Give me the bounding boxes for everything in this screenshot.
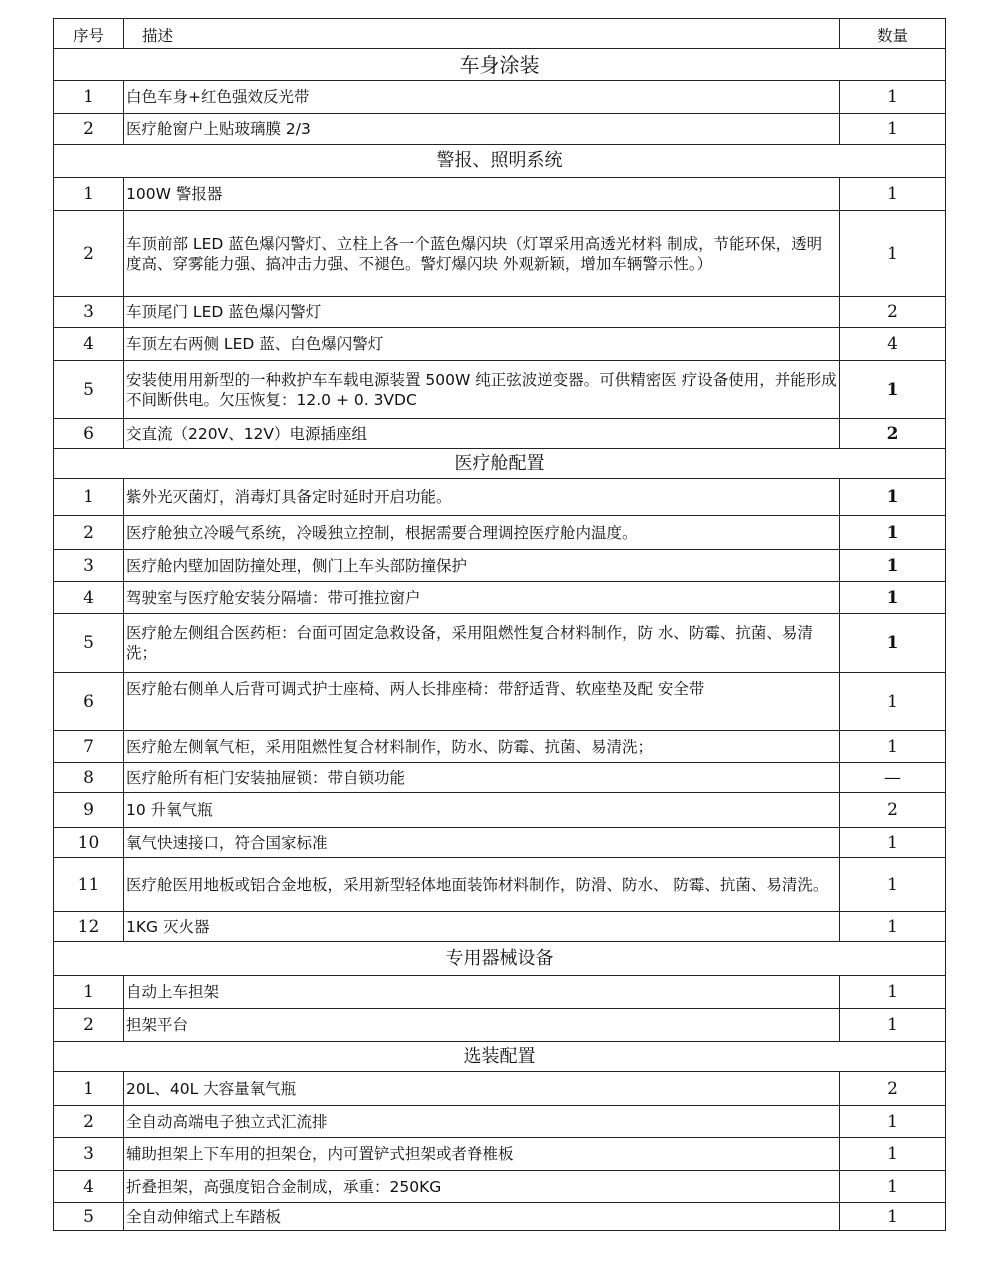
item-description: 辅助担架上下车用的担架仓，内可置铲式担架或者脊椎板 [124,1138,840,1171]
item-number: 2 [54,1009,124,1042]
item-quantity: 1 [840,479,946,516]
header-no: 序号 [54,19,124,49]
item-number: 5 [54,614,124,673]
item-quantity: 1 [840,731,946,763]
item-quantity: 1 [840,211,946,297]
table-row [54,178,946,211]
item-description: 紫外光灭菌灯，消毒灯具备定时延时开启功能。 [124,479,840,516]
section-row [54,145,946,178]
item-number: 2 [54,1106,124,1138]
item-quantity: 2 [840,297,946,328]
item-quantity: 1 [840,81,946,114]
item-number: 5 [54,361,124,419]
item-description: 折叠担架，高强度铝合金制成，承重：250KG [124,1171,840,1203]
item-number: 10 [54,828,124,858]
section-title: 选装配置 [54,1042,946,1072]
item-quantity: 1 [840,114,946,145]
table-row [54,328,946,361]
item-description: 医疗舱右侧单人后背可调式护士座椅、两人长排座椅：带舒适背、软座垫及配 安全带 [124,673,840,731]
item-number: 3 [54,550,124,582]
section-title: 车身涂装 [54,49,946,81]
item-description: 车顶左右两侧 LED 蓝、白色爆闪警灯 [124,328,840,361]
item-quantity: 2 [840,1072,946,1106]
header-row [54,19,946,49]
item-description: 医疗舱左侧组合医药柜：台面可固定急救设备，采用阻燃性复合材料制作，防 水、防霉、抗菌、易清洗； [124,614,840,673]
section-row [54,49,946,81]
item-quantity: 1 [840,976,946,1009]
table-row [54,1171,946,1203]
header-description: 描述 [124,19,840,49]
item-quantity: 1 [840,361,946,419]
item-quantity: 1 [840,178,946,211]
item-description: 氧气快速接口，符合国家标准 [124,828,840,858]
item-number: 2 [54,516,124,550]
item-number: 4 [54,1171,124,1203]
item-quantity: 1 [840,516,946,550]
item-number: 3 [54,1138,124,1171]
item-number: 4 [54,328,124,361]
table-row [54,361,946,419]
table-row [54,1009,946,1042]
item-number: 2 [54,114,124,145]
item-description: 车顶前部 LED 蓝色爆闪警灯、立柱上各一个蓝色爆闪块（灯罩采用高透光材料 制成，节能环保，透明度高、穿雾能力强、搞冲击力强、不褪色。警灯爆闪块 外观新颖，增加车辆警示性。） [124,211,840,297]
item-description: 全自动伸缩式上车踏板 [124,1203,840,1231]
section-title: 医疗舱配置 [54,449,946,479]
table-row [54,1203,946,1231]
item-number: 1 [54,178,124,211]
item-quantity: 1 [840,1009,946,1042]
table-row [54,828,946,858]
item-number: 9 [54,793,124,828]
section-title: 专用器械设备 [54,942,946,976]
table-row [54,479,946,516]
item-quantity: 1 [840,1106,946,1138]
item-quantity: 2 [840,419,946,449]
section-row [54,942,946,976]
item-number: 11 [54,858,124,912]
item-description: 医疗舱左侧氧气柜，采用阻燃性复合材料制作，防水、防霉、抗菌、易清洗； [124,731,840,763]
table-row [54,912,946,942]
item-quantity: 1 [840,858,946,912]
table-row [54,419,946,449]
item-description: 10 升氧气瓶 [124,793,840,828]
item-quantity: 1 [840,582,946,614]
item-quantity: 1 [840,614,946,673]
config-table [53,18,946,1231]
section-title: 警报、照明系统 [54,145,946,178]
table-row [54,550,946,582]
table-row [54,1072,946,1106]
item-description: 驾驶室与医疗舱安装分隔墙：带可推拉窗户 [124,582,840,614]
item-quantity: 1 [840,673,946,731]
item-description: 医疗舱所有柜门安装抽屉锁：带自锁功能 [124,763,840,793]
item-quantity: 1 [840,550,946,582]
item-number: 3 [54,297,124,328]
item-description: 车顶尾门 LED 蓝色爆闪警灯 [124,297,840,328]
table-row [54,81,946,114]
item-quantity: — [840,763,946,793]
table-row [54,793,946,828]
item-description: 医疗舱医用地板或铝合金地板，采用新型轻体地面装饰材料制作，防滑、防水、 防霉、抗菌、易清洗。 [124,858,840,912]
item-number: 6 [54,419,124,449]
item-description: 医疗舱内壁加固防撞处理，侧门上车头部防撞保护 [124,550,840,582]
item-description: 白色车身+红色强效反光带 [124,81,840,114]
section-row [54,1042,946,1072]
item-description: 全自动高端电子独立式汇流排 [124,1106,840,1138]
item-number: 6 [54,673,124,731]
item-number: 1 [54,976,124,1009]
table-row [54,516,946,550]
table-row [54,614,946,673]
item-description: 交直流（220V、12V）电源插座组 [124,419,840,449]
item-description: 医疗舱窗户上贴玻璃膜 2/3 [124,114,840,145]
item-number: 5 [54,1203,124,1231]
item-number: 1 [54,1072,124,1106]
item-description: 担架平台 [124,1009,840,1042]
table-row [54,673,946,731]
item-quantity: 4 [840,328,946,361]
table-row [54,731,946,763]
item-number: 2 [54,211,124,297]
item-description: 20L、40L 大容量氧气瓶 [124,1072,840,1106]
table-row [54,1138,946,1171]
item-number: 4 [54,582,124,614]
item-quantity: 1 [840,1138,946,1171]
item-quantity: 2 [840,793,946,828]
item-number: 7 [54,731,124,763]
table-row [54,763,946,793]
item-quantity: 1 [840,1203,946,1231]
item-quantity: 1 [840,1171,946,1203]
section-row [54,449,946,479]
table-row [54,582,946,614]
item-quantity: 1 [840,828,946,858]
item-number: 12 [54,912,124,942]
item-number: 1 [54,81,124,114]
table-row [54,114,946,145]
item-quantity: 1 [840,912,946,942]
table-row [54,211,946,297]
equipment-config-table [53,18,945,1231]
table-row [54,297,946,328]
item-description: 安装使用用新型的一种救护车车载电源装置 500W 纯正弦波逆变器。可供精密医 疗设备使用，并能形成不间断供电。欠压恢复：12.0 + 0. 3VDC [124,361,840,419]
item-description: 1KG 灭火器 [124,912,840,942]
item-description: 100W 警报器 [124,178,840,211]
item-number: 1 [54,479,124,516]
item-number: 8 [54,763,124,793]
table-row [54,858,946,912]
table-row [54,1106,946,1138]
item-description: 医疗舱独立冷暖气系统，冷暖独立控制，根据需要合理调控医疗舱内温度。 [124,516,840,550]
header-quantity: 数量 [840,19,946,49]
item-description: 自动上车担架 [124,976,840,1009]
table-row [54,976,946,1009]
